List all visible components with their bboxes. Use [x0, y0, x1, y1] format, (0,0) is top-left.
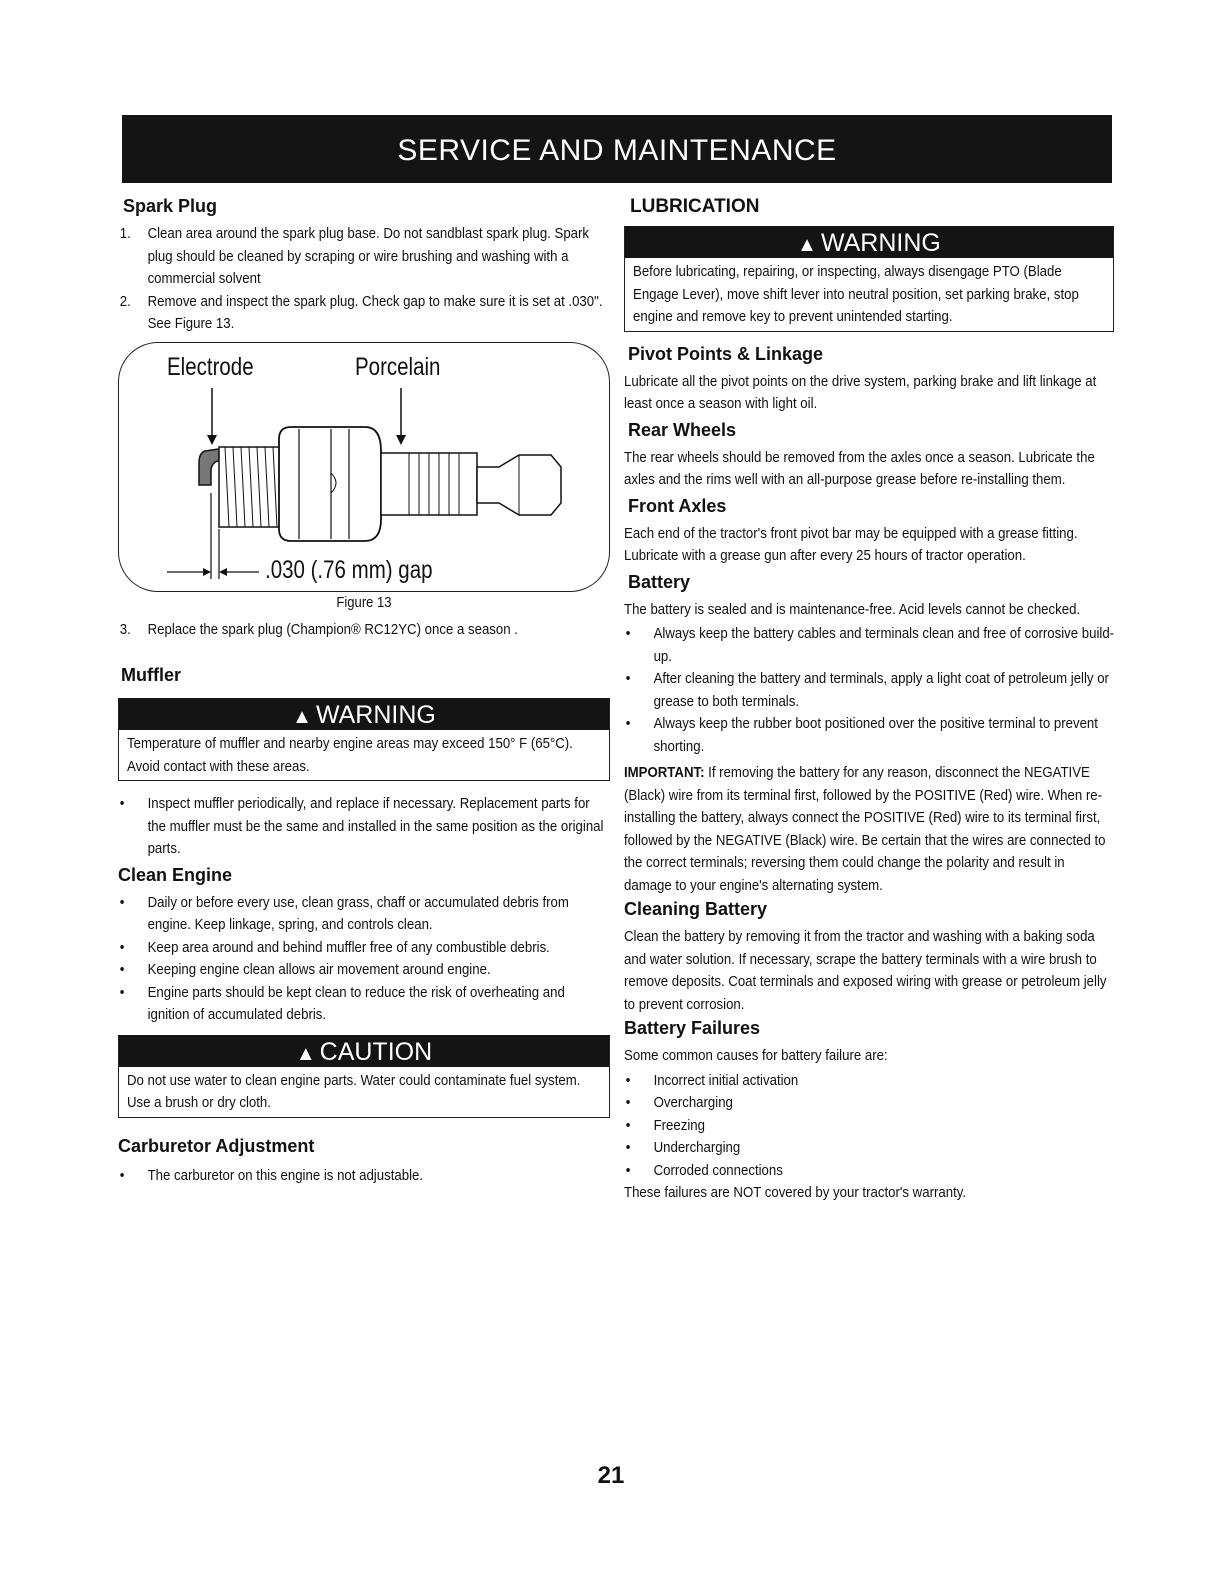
- step-text: Replace the spark plug (Champion® RC12YC) once a season .: [147, 620, 518, 638]
- left-column: [118, 196, 610, 1187]
- clean-engine-heading: Clean Engine: [118, 864, 233, 885]
- battery-text: The battery is sealed and is maintenance-free. Acid levels cannot be checked.: [624, 600, 1081, 618]
- pivot-heading: Pivot Points & Linkage: [628, 343, 824, 364]
- spark-plug-step-3: [118, 619, 610, 642]
- caution-bar: [119, 1035, 609, 1067]
- step-text: Clean area around the spark plug base. Do not sandblast spark plug. Spark plug should be cleaned by scraping or wire brushing and washing with a commercial solvent: [147, 225, 590, 287]
- list-item: • Keeping engine clean allows air movement around engine.: [118, 959, 610, 982]
- list-item: [118, 291, 610, 336]
- warning-icon: ▲: [292, 706, 312, 728]
- clean-engine-bullets: [118, 892, 610, 1027]
- important-label: IMPORTANT:: [624, 764, 705, 781]
- front-axles-text: Each end of the tractor's front pivot bar may be equipped with a grease fitting. Lubricate with a grease gun after every 25 hours of tractor operation.: [624, 524, 1078, 564]
- battery-heading: Battery: [628, 571, 691, 592]
- list-item: [118, 223, 610, 291]
- list-item: • Undercharging: [624, 1137, 1114, 1160]
- step-number: 2.: [119, 292, 131, 310]
- warning-icon: ▲: [797, 234, 817, 256]
- list-item: • Corroded connections: [624, 1160, 1114, 1183]
- section-banner: SERVICE AND MAINTENANCE: [122, 115, 1112, 183]
- spark-plug-illustration: [119, 343, 609, 591]
- rear-wheels-heading: Rear Wheels: [628, 419, 737, 440]
- cleaning-battery-text: Clean the battery by removing it from the tractor and washing with a baking soda and water solution. If necessary, scrape the battery terminals with a wire brush to remove deposits. Coat terminals and exposed wiring with grease or petroleum jelly to prevent corrosion.: [624, 928, 1107, 1013]
- lubrication-heading: LUBRICATION: [630, 196, 760, 217]
- list-item: • Inspect muffler periodically, and replace if necessary. Replacement parts for the muffler must be the same and installed in the same position as the original parts.: [118, 793, 610, 861]
- gap-label: .030 (.76 mm) gap: [265, 555, 433, 584]
- list-item: • Always keep the rubber boot positioned over the positive terminal to prevent shorting.: [624, 713, 1114, 758]
- list-item: • Freezing: [624, 1115, 1114, 1138]
- spark-plug-heading: Spark Plug: [123, 196, 218, 216]
- list-item: • Keep area around and behind muffler free of any combustible debris.: [118, 937, 610, 960]
- spark-plug-steps: [118, 223, 610, 336]
- step-number: 1.: [119, 225, 131, 242]
- clean-engine-caution: [118, 1035, 610, 1118]
- warning-text: Temperature of muffler and nearby engine areas may exceed 150° F (65°C). Avoid contact with these areas.: [127, 735, 573, 775]
- list-item: • Always keep the battery cables and terminals clean and free of corrosive build-up.: [624, 623, 1114, 668]
- list-item: • Incorrect initial activation: [624, 1070, 1114, 1093]
- list-item: • The carburetor on this engine is not adjustable.: [118, 1165, 610, 1188]
- caution-title: CAUTION: [319, 1037, 433, 1066]
- muffler-warning: [118, 698, 610, 781]
- warning-title: WARNING: [315, 701, 436, 729]
- important-note: [624, 762, 1114, 897]
- battery-failures-footer: These failures are NOT covered by your tractor's warranty.: [624, 1184, 967, 1201]
- pivot-text: Lubricate all the pivot points on the drive system, parking brake and lift linkage at least once a season with light oil.: [624, 372, 1097, 412]
- front-axles-heading: Front Axles: [628, 495, 727, 516]
- figure-caption: Figure 13: [336, 593, 392, 611]
- caution-text: Do not use water to clean engine parts. Water could contaminate fuel system. Use a brush or dry cloth.: [127, 1071, 581, 1111]
- cleaning-battery-heading: Cleaning Battery: [624, 899, 768, 919]
- battery-failures-bullets: [624, 1070, 1114, 1183]
- list-item: • Overcharging: [624, 1092, 1114, 1115]
- battery-failures-heading: Battery Failures: [624, 1018, 761, 1038]
- right-column: [624, 196, 1114, 1205]
- battery-failures-intro: Some common causes for battery failure are:: [624, 1047, 888, 1064]
- step-text: Remove and inspect the spark plug. Check gap to make sure it is set at .030". See Figure 13.: [147, 292, 603, 332]
- caution-icon: ▲: [295, 1042, 316, 1065]
- step-number: 3.: [119, 620, 131, 638]
- warning-bar: [625, 226, 1113, 258]
- muffler-bullets: [118, 793, 610, 861]
- warning-text: Before lubricating, repairing, or inspecting, always disengage PTO (Blade Engage Lever), move shift lever into neutral position, set parking brake, stop engine and remove key to prevent unintended starting.: [633, 263, 1079, 325]
- muffler-heading: Muffler: [121, 665, 181, 685]
- spark-plug-figure: [118, 342, 610, 592]
- page-number: 21: [597, 1462, 625, 1489]
- important-text: If removing the battery for any reason, disconnect the NEGATIVE (Black) wire from its terminal first, followed by the POSITIVE (Red) wire. When re-installing the battery, always connect the POSITIVE (Red) wire to its terminal first, followed by the NEGATIVE (Black) wire. Be certain that the wires are connected to the correct terminals; reversing them could change the polarity and result in damage to your engine's alternating system.: [624, 764, 1106, 894]
- porcelain-label: Porcelain: [355, 352, 441, 381]
- warning-title: WARNING: [820, 229, 941, 257]
- list-item: • After cleaning the battery and terminals, apply a light coat of petroleum jelly or grease to both terminals.: [624, 668, 1114, 713]
- carburetor-heading: Carburetor Adjustment: [118, 1135, 315, 1156]
- list-item: • Daily or before every use, clean grass, chaff or accumulated debris from engine. Keep linkage, spring, and controls clean.: [118, 892, 610, 937]
- carburetor-bullets: [118, 1165, 610, 1188]
- list-item: [118, 619, 610, 642]
- electrode-label: Electrode: [167, 352, 254, 381]
- list-item: • Engine parts should be kept clean to reduce the risk of overheating and ignition of accumulated debris.: [118, 982, 610, 1027]
- warning-bar: [119, 698, 609, 730]
- rear-wheels-text: The rear wheels should be removed from the axles once a season. Lubricate the axles and the rims well with an all-purpose grease before re-installing them.: [624, 448, 1095, 488]
- lubrication-warning: [624, 226, 1114, 332]
- battery-bullets: [624, 623, 1114, 758]
